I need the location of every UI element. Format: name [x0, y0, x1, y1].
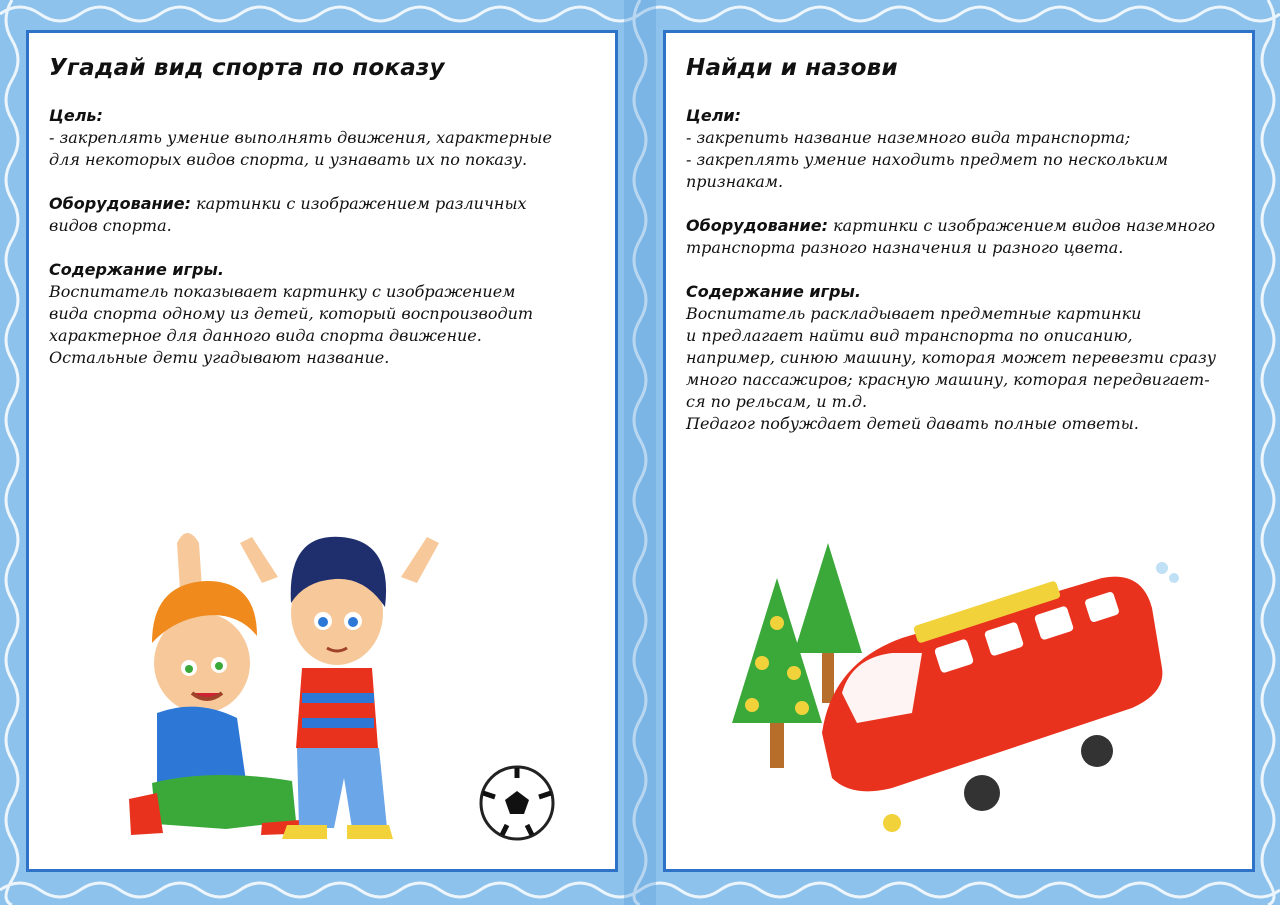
- left-goal-label: Цель:: [49, 106, 103, 125]
- right-content-line: и предлагает найти вид транспорта по описанию,: [686, 326, 1133, 345]
- right-equipment: [686, 215, 1244, 237]
- right-goal-line: - закреплять умение находить предмет по нескольким: [686, 150, 1168, 169]
- left-equipment-label: Оборудование:: [49, 194, 191, 213]
- right-equipment-label: Оборудование:: [686, 216, 828, 235]
- kneeling-boy: [129, 533, 316, 835]
- right-content-line: Воспитатель раскладывает предметные картинки: [686, 304, 1142, 323]
- soccer-ball: [481, 767, 553, 839]
- red-bus: [822, 562, 1179, 832]
- left-goal-section: [49, 105, 607, 369]
- left-content-line: Воспитатель показывает картинку с изображением: [49, 282, 516, 301]
- left-content-line: Остальные дети угадывают название.: [49, 348, 390, 367]
- left-goal-line: для некоторых видов спорта, и узнавать их по показу.: [49, 150, 528, 169]
- left-content-line: вида спорта одному из детей, который воспроизводит: [49, 304, 534, 323]
- left-equipment-line: картинки с изображением различных: [191, 194, 527, 213]
- right-goal-line: - закрепить название наземного вида транспорта;: [686, 128, 1131, 147]
- right-card: [663, 30, 1255, 872]
- right-title: Найди и назови: [686, 55, 898, 81]
- right-content-line: ся по рельсам, и т.д.: [686, 392, 868, 411]
- right-equipment-line: транспорта разного назначения и разного цвета.: [686, 238, 1124, 257]
- right-content-line: например, синюю машину, которая может перевезти сразу: [686, 348, 1216, 367]
- bus-illustration: [722, 523, 1182, 833]
- right-goal-section: [686, 105, 1244, 435]
- right-equipment-line: картинки с изображением видов наземного: [828, 216, 1216, 235]
- right-content-line: Педагог побуждает детей давать полные ответы.: [686, 414, 1139, 433]
- left-equipment-line: видов спорта.: [49, 216, 172, 235]
- left-card: [26, 30, 618, 872]
- left-goal-line: - закреплять умение выполнять движения, характерные: [49, 128, 552, 147]
- left-title: Угадай вид спорта по показу: [49, 55, 445, 81]
- left-content-line: характерное для данного вида спорта движение.: [49, 326, 482, 345]
- left-content-label: Содержание игры.: [49, 260, 224, 279]
- right-content-label: Содержание игры.: [686, 282, 861, 301]
- left-equipment: [49, 193, 607, 215]
- right-content-line: много пассажиров; красную машину, которая передвигает-: [686, 370, 1210, 389]
- kids-illustration: [97, 503, 557, 843]
- right-goal-label: Цели:: [686, 106, 742, 125]
- right-goal-line: признакам.: [686, 172, 784, 191]
